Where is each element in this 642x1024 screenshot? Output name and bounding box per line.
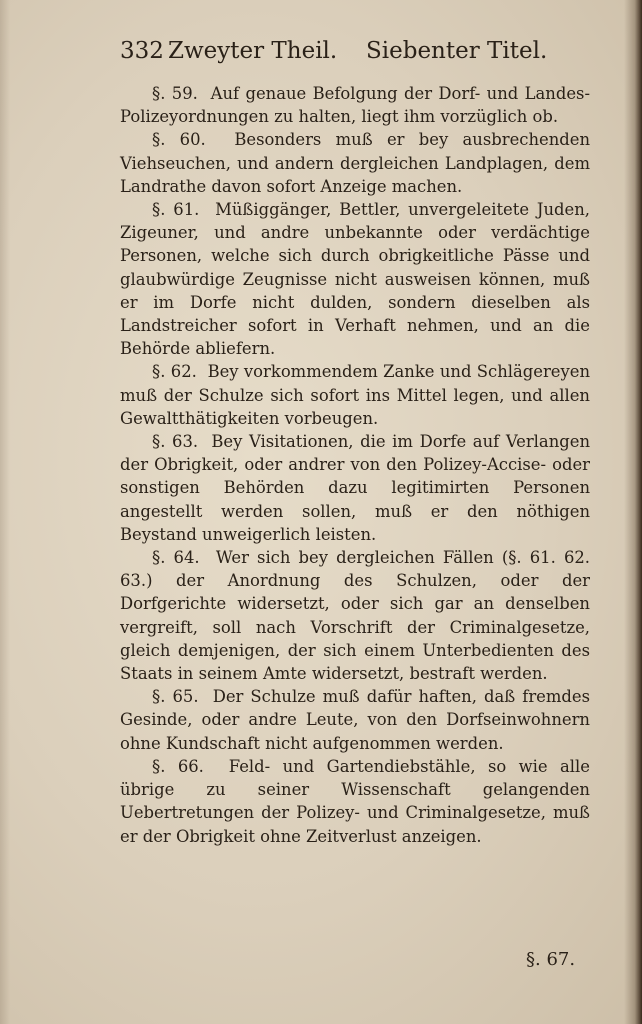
paragraph-64 (120, 546, 590, 685)
body-text (120, 82, 590, 848)
paragraph-61 (120, 198, 590, 360)
paragraph-text: Bey vorkommendem Zanke und Schlägereyen muß der Schulze sich sofort ins Mittel legen, und allen Gewaltthätigkeiten vorbeugen. (120, 362, 591, 428)
paragraph-63 (120, 430, 590, 546)
section-number: §. 61. (152, 200, 200, 220)
paragraph-text: Wer sich bey dergleichen Fällen (§. 61. 62. 63.) der Anordnung des Schulzen, oder der Dorfgerichte widersetzt, oder sich gar an denselben vergreift, soll nach Vorschrift der Criminalgesetze, gleich demjenigen, der sich einem Unterbedienten des Staats in seinem Amte widersetzt, bestraft werden. (120, 548, 591, 684)
paragraph-text: Der Schulze muß dafür haften, daß fremdes Gesinde, oder andre Leute, von den Dorfseinwohnern ohne Kundschaft nicht aufgenommen werden. (120, 687, 591, 753)
paragraph-text: Bey Visitationen, die im Dorfe auf Verlangen der Obrigkeit, oder andrer von den Polizey-Accise- oder sonstigen Behörden dazu legitimirten Personen angestellt werden sollen, muß er den nöthigen Beystand unweigerlich leisten. (120, 432, 590, 544)
paragraph-text: Auf genaue Befolgung der Dorf- und Landes-Polizeyordnungen zu halten, liegt ihm vorzüglich ob. (120, 84, 591, 127)
paragraph-59 (120, 82, 590, 128)
section-number: §. 59. (152, 84, 198, 103)
section-number: §. 64. (152, 548, 200, 568)
paragraph-text: Besonders muß er bey ausbrechenden Viehseuchen, und andern dergleichen Landplagen, dem Landrathe davon sofort Anzeige machen. (120, 130, 591, 196)
paragraph-text: Müßiggänger, Bettler, unvergeleitete Juden, Zigeuner, und andre unbekannte oder verdächtige Personen, welche sich durch obrigkeitliche Pässe und glaubwürdige Zeugnisse nicht ausweisen können, muß er im Dorfe nicht dulden, sondern dieselben als Landstreicher sofort in Verhaft nehmen, und an die Behörde abliefern. (120, 200, 590, 359)
section-number: §. 63. (152, 432, 199, 452)
section-number: §. 65. (152, 687, 199, 707)
paragraph-65 (120, 685, 590, 755)
running-header (120, 38, 548, 70)
paragraph-60 (120, 128, 590, 198)
page-number: 332 (120, 38, 164, 64)
section-number: §. 62. (152, 362, 197, 382)
paragraph-text: Feld- und Gartendiebstähle, so wie alle übrige zu seiner Wissenschaft gelangenden Uebertretungen der Polizey- und Criminalgesetze, muß er der Obrigkeit ohne Zeitverlust anzeigen. (120, 756, 590, 846)
section-number: §. 60. (152, 130, 206, 150)
section-title: Siebenter Titel. (366, 38, 548, 64)
paragraph-62 (120, 360, 590, 430)
paragraph-66 (120, 755, 590, 848)
catchword: §. 67. (526, 949, 576, 970)
section-number: §. 66. (152, 756, 204, 776)
part-title: Zweyter Theil. (168, 38, 338, 64)
